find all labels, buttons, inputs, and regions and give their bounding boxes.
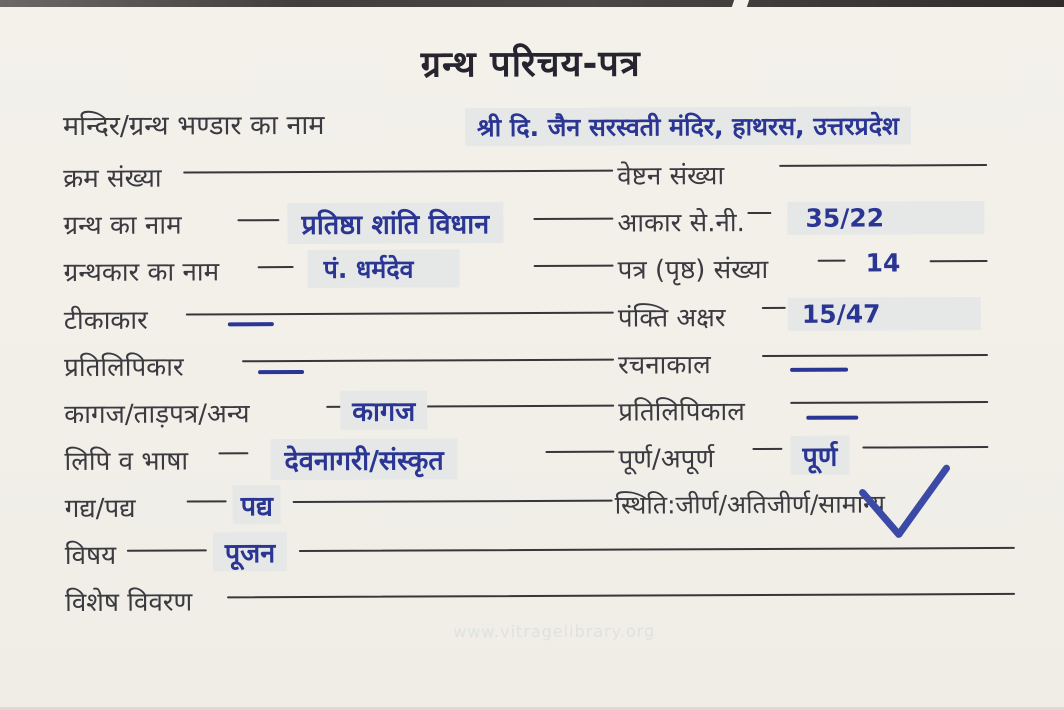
ruled-line	[218, 452, 248, 454]
blue-dash-mark	[228, 322, 274, 326]
ruled-line	[187, 500, 227, 502]
ruled-line	[534, 265, 614, 267]
field-label-size-cm: आकार से.नी.	[617, 208, 745, 239]
checkmark-icon	[856, 464, 952, 540]
field-label-script-language: लिपि व भाषा	[64, 446, 189, 478]
field-label-book-name: ग्रन्थ का नाम	[63, 210, 182, 242]
ruled-line	[242, 359, 614, 363]
ruled-line	[227, 593, 1015, 598]
blue-dash-mark	[258, 370, 304, 374]
field-value-script-language: देवनागरी/संस्कृत	[270, 438, 457, 480]
ruled-line	[762, 354, 988, 357]
ruled-line	[862, 446, 988, 449]
field-label-page-count: पत्र (पृष्ठ) संख्या	[617, 254, 769, 286]
ruled-line	[183, 170, 613, 174]
ruled-line	[186, 312, 614, 316]
page-title: ग्रन्थ परिचय-पत्र	[420, 43, 641, 86]
field-value-book-name: प्रतिष्ठा शांति विधान	[287, 202, 503, 244]
field-value-repository-name: श्री दि. जैन सरस्वती मंदिर, हाथरस, उत्तरप्रदेश	[465, 106, 911, 146]
field-label-repository-name: मन्दिर/ग्रन्थ भण्डार का नाम	[62, 109, 325, 143]
field-label-copy-date: प्रतिलिपिकाल	[618, 397, 745, 428]
ruled-line	[299, 547, 1015, 552]
ruled-line	[545, 451, 614, 453]
field-label-bundle-number: वेष्टन संख्या	[617, 161, 725, 192]
blue-dash-mark	[806, 416, 858, 420]
ruled-line	[237, 219, 279, 221]
field-value-author-name: पं. धर्मदेव	[308, 249, 460, 288]
field-label-condition: स्थिति:जीर्ण/अतिजीर्ण/सामान्य	[614, 489, 886, 520]
field-label-serial-number: क्रम संख्या	[63, 163, 162, 195]
field-value-complete-incomplete: पूर्ण	[790, 436, 849, 475]
ruled-line	[747, 212, 771, 214]
field-label-subject: विषय	[64, 540, 117, 572]
field-label-special-details: विशेष विवरण	[65, 587, 193, 619]
field-value-prose-verse: पद्य	[233, 485, 282, 524]
ruled-line	[779, 164, 987, 167]
ruled-line	[752, 448, 782, 450]
blue-dash-mark	[790, 368, 848, 372]
ruled-line	[533, 218, 613, 220]
watermark-text: www.vitragelibrary.org	[453, 621, 656, 642]
ruled-line	[762, 307, 786, 309]
field-value-subject: पूजन	[213, 532, 288, 571]
field-label-author-name: ग्रन्थकार का नाम	[63, 257, 220, 289]
ruled-line	[293, 500, 613, 503]
field-label-composition-date: रचनाकाल	[617, 350, 711, 381]
ruled-line	[258, 266, 294, 268]
field-label-material: कागज/ताड़पत्र/अन्य	[64, 399, 250, 431]
ruled-line	[127, 549, 207, 551]
field-value-size-cm: 35/22	[787, 201, 984, 235]
field-label-lines-letters: पंक्ति अक्षर	[617, 303, 726, 334]
field-value-material: कागज	[340, 390, 427, 429]
field-value-page-count: 14	[865, 248, 901, 278]
field-label-prose-verse: गद्य/पद्य	[64, 493, 136, 525]
ruled-line	[818, 260, 846, 262]
field-label-commentator: टीकाकार	[63, 305, 148, 337]
field-label-copyist: प्रतिलिपिकार	[63, 352, 184, 384]
ruled-line	[930, 260, 988, 262]
field-label-complete-incomplete: पूर्ण/अपूर्ण	[618, 444, 715, 475]
ruled-line	[790, 401, 988, 404]
field-value-lines-letters: 15/47	[788, 297, 981, 331]
